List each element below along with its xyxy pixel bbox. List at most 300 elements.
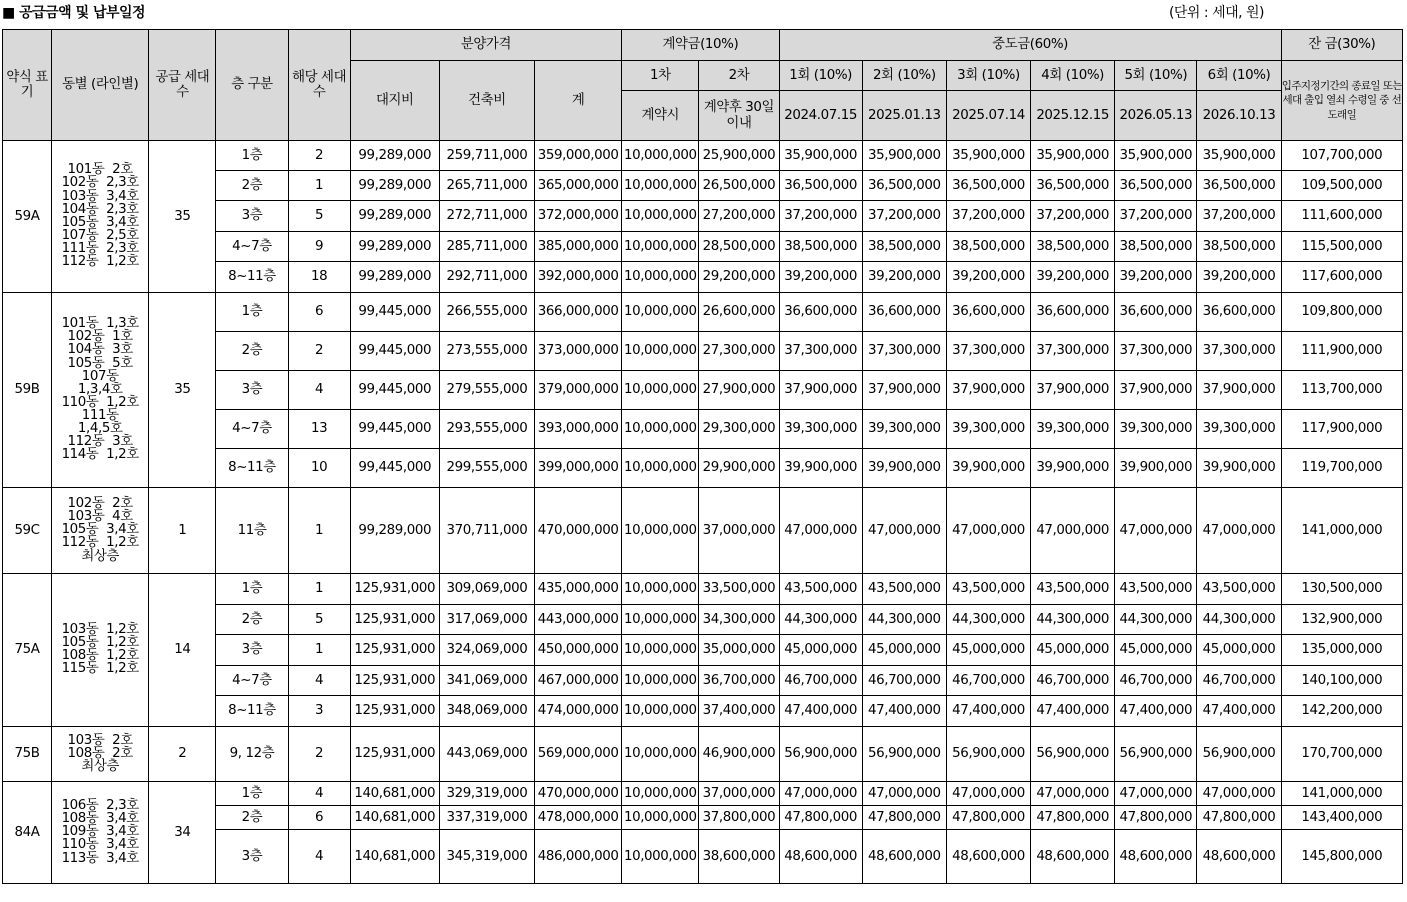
deposit-second: 36,700,000 bbox=[699, 666, 779, 696]
interim-payment-2: 37,300,000 bbox=[862, 332, 946, 371]
interim-payment-4: 45,000,000 bbox=[1031, 635, 1115, 666]
unit-count: 6 bbox=[288, 806, 350, 830]
interim-payment-6: 45,000,000 bbox=[1197, 635, 1281, 666]
floor-range: 2층 bbox=[216, 806, 288, 830]
building-price: 337,319,000 bbox=[439, 806, 534, 830]
building-price: 272,711,000 bbox=[439, 201, 534, 232]
land-price: 99,289,000 bbox=[350, 488, 439, 574]
unit-count: 10 bbox=[288, 449, 350, 488]
unit-count: 9 bbox=[288, 232, 350, 262]
unit-count: 1 bbox=[288, 635, 350, 666]
unit-type-abbr: 59B bbox=[3, 293, 52, 488]
interim-payment-6: 47,000,000 bbox=[1197, 488, 1281, 574]
dong-line-text: 103동 2호 108동 2호 최상층 bbox=[67, 732, 133, 774]
interim-payment-1: 47,400,000 bbox=[779, 696, 862, 727]
interim-payment-1: 37,200,000 bbox=[779, 201, 862, 232]
interim-payment-4: 56,900,000 bbox=[1031, 727, 1115, 782]
deposit-first: 10,000,000 bbox=[622, 410, 699, 449]
land-price: 99,445,000 bbox=[350, 371, 439, 410]
interim-round-3: 3회 (10%) bbox=[946, 61, 1030, 91]
balance-payment: 109,800,000 bbox=[1281, 293, 1402, 332]
supply-count: 1 bbox=[149, 488, 216, 574]
interim-payment-4: 39,300,000 bbox=[1031, 410, 1115, 449]
interim-payment-6: 43,500,000 bbox=[1197, 574, 1281, 605]
interim-payment-1: 56,900,000 bbox=[779, 727, 862, 782]
interim-payment-1: 44,300,000 bbox=[779, 605, 862, 635]
total-price: 359,000,000 bbox=[535, 141, 622, 171]
balance-payment: 142,200,000 bbox=[1281, 696, 1402, 727]
at-contract-header: 계약시 bbox=[622, 91, 699, 141]
col-units-header: 해당 세대수 bbox=[288, 30, 350, 141]
unit-type-abbr: 59C bbox=[3, 488, 52, 574]
interim-payment-3: 36,500,000 bbox=[946, 171, 1030, 201]
total-header: 계 bbox=[535, 61, 622, 141]
floor-range: 2층 bbox=[216, 332, 288, 371]
interim-payment-6: 39,200,000 bbox=[1197, 262, 1281, 293]
interim-payment-5: 39,300,000 bbox=[1115, 410, 1197, 449]
interim-payment-5: 45,000,000 bbox=[1115, 635, 1197, 666]
interim-date-2: 2025.01.13 bbox=[862, 91, 946, 141]
land-price: 99,445,000 bbox=[350, 410, 439, 449]
land-price: 99,445,000 bbox=[350, 332, 439, 371]
total-price: 393,000,000 bbox=[535, 410, 622, 449]
interim-payment-3: 39,300,000 bbox=[946, 410, 1030, 449]
interim-payment-6: 56,900,000 bbox=[1197, 727, 1281, 782]
deposit-second: 37,800,000 bbox=[699, 806, 779, 830]
unit-count: 2 bbox=[288, 727, 350, 782]
interim-payment-2: 39,200,000 bbox=[862, 262, 946, 293]
interim-payment-1: 39,200,000 bbox=[779, 262, 862, 293]
interim-payment-5: 37,300,000 bbox=[1115, 332, 1197, 371]
price-group-header: 분양가격 bbox=[350, 30, 622, 61]
interim-payment-3: 38,500,000 bbox=[946, 232, 1030, 262]
floor-range: 3층 bbox=[216, 830, 288, 884]
interim-payment-1: 36,600,000 bbox=[779, 293, 862, 332]
table-body bbox=[3, 141, 1403, 884]
dong-line-list bbox=[52, 293, 149, 488]
dong-line-list bbox=[52, 782, 149, 884]
interim-payment-3: 47,400,000 bbox=[946, 696, 1030, 727]
total-price: 450,000,000 bbox=[535, 635, 622, 666]
interim-payment-4: 39,900,000 bbox=[1031, 449, 1115, 488]
interim-payment-5: 56,900,000 bbox=[1115, 727, 1197, 782]
deposit-second: 33,500,000 bbox=[699, 574, 779, 605]
interim-payment-1: 47,800,000 bbox=[779, 806, 862, 830]
balance-payment: 170,700,000 bbox=[1281, 727, 1402, 782]
unit-label: (단위 : 세대, 원) bbox=[1168, 5, 1264, 21]
interim-payment-1: 39,300,000 bbox=[779, 410, 862, 449]
interim-payment-4: 38,500,000 bbox=[1031, 232, 1115, 262]
supply-price-table bbox=[2, 29, 1403, 884]
interim-payment-4: 47,000,000 bbox=[1031, 488, 1115, 574]
interim-payment-1: 45,000,000 bbox=[779, 635, 862, 666]
interim-payment-4: 36,500,000 bbox=[1031, 171, 1115, 201]
unit-count: 4 bbox=[288, 782, 350, 806]
floor-range: 9, 12층 bbox=[216, 727, 288, 782]
interim-payment-1: 37,300,000 bbox=[779, 332, 862, 371]
interim-date-5: 2026.05.13 bbox=[1115, 91, 1197, 141]
land-price: 125,931,000 bbox=[350, 605, 439, 635]
balance-payment: 111,900,000 bbox=[1281, 332, 1402, 371]
interim-payment-2: 36,500,000 bbox=[862, 171, 946, 201]
deposit-second-header: 2차 bbox=[699, 61, 779, 91]
balance-payment: 109,500,000 bbox=[1281, 171, 1402, 201]
floor-range: 1층 bbox=[216, 574, 288, 605]
interim-date-4: 2025.12.15 bbox=[1031, 91, 1115, 141]
col-supply-header: 공급 세대수 bbox=[149, 30, 216, 141]
interim-payment-2: 37,200,000 bbox=[862, 201, 946, 232]
interim-payment-1: 46,700,000 bbox=[779, 666, 862, 696]
dong-line-list bbox=[52, 488, 149, 574]
total-price: 399,000,000 bbox=[535, 449, 622, 488]
interim-payment-6: 47,000,000 bbox=[1197, 782, 1281, 806]
interim-payment-4: 48,600,000 bbox=[1031, 830, 1115, 884]
unit-count: 2 bbox=[288, 141, 350, 171]
interim-payment-2: 48,600,000 bbox=[862, 830, 946, 884]
balance-payment: 143,400,000 bbox=[1281, 806, 1402, 830]
deposit-second: 38,600,000 bbox=[699, 830, 779, 884]
interim-payment-3: 37,200,000 bbox=[946, 201, 1030, 232]
deposit-first: 10,000,000 bbox=[622, 171, 699, 201]
dong-line-list bbox=[52, 574, 149, 727]
interim-payment-1: 48,600,000 bbox=[779, 830, 862, 884]
building-price: 265,711,000 bbox=[439, 171, 534, 201]
interim-payment-1: 47,000,000 bbox=[779, 782, 862, 806]
interim-payment-4: 47,000,000 bbox=[1031, 782, 1115, 806]
balance-payment: 141,000,000 bbox=[1281, 488, 1402, 574]
building-price: 317,069,000 bbox=[439, 605, 534, 635]
dong-line-text: 101동 1,3호 102동 1호 104동 3호 105동 5호 107동 1,3,4호 110동 1,2호 111동 1,4,5호 112동 3호 114동 1,2호 bbox=[61, 316, 139, 463]
interim-payment-6: 39,900,000 bbox=[1197, 449, 1281, 488]
interim-group-header: 중도금(60%) bbox=[779, 30, 1281, 61]
deposit-first: 10,000,000 bbox=[622, 488, 699, 574]
interim-payment-5: 48,600,000 bbox=[1115, 830, 1197, 884]
unit-count: 1 bbox=[288, 574, 350, 605]
floor-range: 8~11층 bbox=[216, 696, 288, 727]
interim-payment-4: 39,200,000 bbox=[1031, 262, 1115, 293]
interim-payment-1: 38,500,000 bbox=[779, 232, 862, 262]
interim-payment-4: 35,900,000 bbox=[1031, 141, 1115, 171]
interim-payment-6: 47,800,000 bbox=[1197, 806, 1281, 830]
dong-line-text: 101동 2호 102동 2,3호 103동 3,4호 104동 2,3호 105동 3,4호 107동 2,5호 111동 2,3호 112동 1,2호 bbox=[61, 162, 139, 270]
land-price: 125,931,000 bbox=[350, 727, 439, 782]
floor-range: 11층 bbox=[216, 488, 288, 574]
deposit-second: 26,500,000 bbox=[699, 171, 779, 201]
interim-payment-4: 37,200,000 bbox=[1031, 201, 1115, 232]
deposit-second: 37,000,000 bbox=[699, 488, 779, 574]
unit-count: 6 bbox=[288, 293, 350, 332]
deposit-second: 25,900,000 bbox=[699, 141, 779, 171]
deposit-first: 10,000,000 bbox=[622, 332, 699, 371]
deposit-first: 10,000,000 bbox=[622, 696, 699, 727]
balance-payment: 111,600,000 bbox=[1281, 201, 1402, 232]
deposit-first: 10,000,000 bbox=[622, 605, 699, 635]
deposit-first: 10,000,000 bbox=[622, 371, 699, 410]
interim-payment-1: 36,500,000 bbox=[779, 171, 862, 201]
interim-payment-6: 35,900,000 bbox=[1197, 141, 1281, 171]
interim-payment-2: 43,500,000 bbox=[862, 574, 946, 605]
interim-payment-5: 37,200,000 bbox=[1115, 201, 1197, 232]
interim-payment-2: 39,300,000 bbox=[862, 410, 946, 449]
unit-count: 2 bbox=[288, 332, 350, 371]
interim-payment-6: 36,600,000 bbox=[1197, 293, 1281, 332]
total-price: 470,000,000 bbox=[535, 782, 622, 806]
unit-count: 1 bbox=[288, 171, 350, 201]
balance-payment: 117,600,000 bbox=[1281, 262, 1402, 293]
unit-type-abbr: 75A bbox=[3, 574, 52, 727]
deposit-first: 10,000,000 bbox=[622, 574, 699, 605]
floor-range: 1층 bbox=[216, 141, 288, 171]
deposit-group-header: 계약금(10%) bbox=[622, 30, 779, 61]
supply-count: 2 bbox=[149, 727, 216, 782]
interim-payment-3: 47,000,000 bbox=[946, 488, 1030, 574]
interim-payment-4: 36,600,000 bbox=[1031, 293, 1115, 332]
table-row bbox=[3, 141, 1403, 171]
deposit-first: 10,000,000 bbox=[622, 232, 699, 262]
building-price: 285,711,000 bbox=[439, 232, 534, 262]
building-price: 329,319,000 bbox=[439, 782, 534, 806]
building-price: 273,555,000 bbox=[439, 332, 534, 371]
supply-count: 14 bbox=[149, 574, 216, 727]
interim-payment-2: 44,300,000 bbox=[862, 605, 946, 635]
interim-payment-3: 37,900,000 bbox=[946, 371, 1030, 410]
dong-line-text: 106동 2,3호 108동 3,4호 109동 3,4호 110동 3,4호 113동 3,4호 bbox=[61, 798, 139, 866]
total-price: 435,000,000 bbox=[535, 574, 622, 605]
interim-payment-3: 47,800,000 bbox=[946, 806, 1030, 830]
interim-payment-5: 47,400,000 bbox=[1115, 696, 1197, 727]
table-row bbox=[3, 574, 1403, 605]
unit-type-abbr: 75B bbox=[3, 727, 52, 782]
total-price: 486,000,000 bbox=[535, 830, 622, 884]
unit-count: 18 bbox=[288, 262, 350, 293]
interim-payment-4: 46,700,000 bbox=[1031, 666, 1115, 696]
unit-count: 3 bbox=[288, 696, 350, 727]
page-title: ■ 공급금액 및 납부일정 bbox=[2, 5, 146, 21]
deposit-second: 37,000,000 bbox=[699, 782, 779, 806]
interim-payment-3: 37,300,000 bbox=[946, 332, 1030, 371]
interim-payment-3: 43,500,000 bbox=[946, 574, 1030, 605]
supply-count: 34 bbox=[149, 782, 216, 884]
deposit-first: 10,000,000 bbox=[622, 201, 699, 232]
total-price: 478,000,000 bbox=[535, 806, 622, 830]
balance-payment: 117,900,000 bbox=[1281, 410, 1402, 449]
interim-payment-2: 37,900,000 bbox=[862, 371, 946, 410]
balance-payment: 135,000,000 bbox=[1281, 635, 1402, 666]
interim-payment-2: 47,000,000 bbox=[862, 782, 946, 806]
unit-count: 1 bbox=[288, 488, 350, 574]
interim-payment-1: 39,900,000 bbox=[779, 449, 862, 488]
deposit-first: 10,000,000 bbox=[622, 293, 699, 332]
interim-payment-4: 44,300,000 bbox=[1031, 605, 1115, 635]
interim-round-6: 6회 (10%) bbox=[1197, 61, 1281, 91]
deposit-first: 10,000,000 bbox=[622, 666, 699, 696]
balance-payment: 107,700,000 bbox=[1281, 141, 1402, 171]
interim-date-1: 2024.07.15 bbox=[779, 91, 862, 141]
interim-payment-2: 56,900,000 bbox=[862, 727, 946, 782]
interim-payment-4: 47,400,000 bbox=[1031, 696, 1115, 727]
floor-range: 3층 bbox=[216, 201, 288, 232]
interim-payment-3: 39,900,000 bbox=[946, 449, 1030, 488]
supply-count: 35 bbox=[149, 293, 216, 488]
balance-payment: 130,500,000 bbox=[1281, 574, 1402, 605]
unit-count: 4 bbox=[288, 371, 350, 410]
interim-payment-2: 35,900,000 bbox=[862, 141, 946, 171]
building-price: 266,555,000 bbox=[439, 293, 534, 332]
deposit-first: 10,000,000 bbox=[622, 449, 699, 488]
deposit-second: 27,300,000 bbox=[699, 332, 779, 371]
land-price: 140,681,000 bbox=[350, 806, 439, 830]
interim-payment-2: 47,800,000 bbox=[862, 806, 946, 830]
interim-payment-5: 35,900,000 bbox=[1115, 141, 1197, 171]
title-row bbox=[0, 0, 1407, 26]
balance-payment: 141,000,000 bbox=[1281, 782, 1402, 806]
supply-count: 35 bbox=[149, 141, 216, 293]
building-header: 건축비 bbox=[439, 61, 534, 141]
interim-payment-4: 37,300,000 bbox=[1031, 332, 1115, 371]
deposit-second: 35,000,000 bbox=[699, 635, 779, 666]
dong-line-text: 102동 2호 103동 4호 105동 3,4호 112동 1,2호 최상층 bbox=[61, 496, 139, 564]
interim-payment-1: 37,900,000 bbox=[779, 371, 862, 410]
land-price: 99,289,000 bbox=[350, 232, 439, 262]
land-price: 99,289,000 bbox=[350, 171, 439, 201]
interim-payment-3: 36,600,000 bbox=[946, 293, 1030, 332]
deposit-second: 27,200,000 bbox=[699, 201, 779, 232]
floor-range: 1층 bbox=[216, 782, 288, 806]
interim-payment-6: 48,600,000 bbox=[1197, 830, 1281, 884]
interim-payment-6: 36,500,000 bbox=[1197, 171, 1281, 201]
land-price: 140,681,000 bbox=[350, 830, 439, 884]
building-price: 370,711,000 bbox=[439, 488, 534, 574]
land-price: 125,931,000 bbox=[350, 696, 439, 727]
table-row bbox=[3, 782, 1403, 806]
total-price: 372,000,000 bbox=[535, 201, 622, 232]
interim-payment-5: 36,500,000 bbox=[1115, 171, 1197, 201]
total-price: 366,000,000 bbox=[535, 293, 622, 332]
building-price: 324,069,000 bbox=[439, 635, 534, 666]
balance-payment: 115,500,000 bbox=[1281, 232, 1402, 262]
interim-payment-5: 39,900,000 bbox=[1115, 449, 1197, 488]
interim-payment-5: 47,000,000 bbox=[1115, 782, 1197, 806]
interim-payment-6: 39,300,000 bbox=[1197, 410, 1281, 449]
interim-payment-3: 56,900,000 bbox=[946, 727, 1030, 782]
deposit-second: 28,500,000 bbox=[699, 232, 779, 262]
land-header: 대지비 bbox=[350, 61, 439, 141]
deposit-first: 10,000,000 bbox=[622, 830, 699, 884]
deposit-first: 10,000,000 bbox=[622, 262, 699, 293]
balance-payment: 113,700,000 bbox=[1281, 371, 1402, 410]
unit-type-abbr: 59A bbox=[3, 141, 52, 293]
interim-payment-2: 39,900,000 bbox=[862, 449, 946, 488]
balance-note: 입주지정기간의 종료일 또는 세대 출입 열쇠 수령일 중 선도래일 bbox=[1281, 61, 1402, 141]
floor-range: 4~7층 bbox=[216, 232, 288, 262]
interim-payment-6: 46,700,000 bbox=[1197, 666, 1281, 696]
land-price: 99,445,000 bbox=[350, 293, 439, 332]
total-price: 470,000,000 bbox=[535, 488, 622, 574]
deposit-first: 10,000,000 bbox=[622, 806, 699, 830]
interim-payment-5: 47,800,000 bbox=[1115, 806, 1197, 830]
balance-payment: 132,900,000 bbox=[1281, 605, 1402, 635]
interim-payment-2: 47,400,000 bbox=[862, 696, 946, 727]
interim-payment-5: 44,300,000 bbox=[1115, 605, 1197, 635]
balance-payment: 140,100,000 bbox=[1281, 666, 1402, 696]
floor-range: 2층 bbox=[216, 605, 288, 635]
interim-payment-6: 44,300,000 bbox=[1197, 605, 1281, 635]
after-contract-header: 계약후 30일 이내 bbox=[699, 91, 779, 141]
floor-range: 8~11층 bbox=[216, 262, 288, 293]
deposit-second: 34,300,000 bbox=[699, 605, 779, 635]
building-price: 341,069,000 bbox=[439, 666, 534, 696]
floor-range: 8~11층 bbox=[216, 449, 288, 488]
interim-payment-4: 43,500,000 bbox=[1031, 574, 1115, 605]
interim-payment-2: 47,000,000 bbox=[862, 488, 946, 574]
building-price: 345,319,000 bbox=[439, 830, 534, 884]
interim-payment-3: 46,700,000 bbox=[946, 666, 1030, 696]
balance-payment: 119,700,000 bbox=[1281, 449, 1402, 488]
building-price: 348,069,000 bbox=[439, 696, 534, 727]
deposit-first-header: 1차 bbox=[622, 61, 699, 91]
interim-payment-1: 35,900,000 bbox=[779, 141, 862, 171]
floor-range: 3층 bbox=[216, 635, 288, 666]
land-price: 99,289,000 bbox=[350, 201, 439, 232]
land-price: 99,289,000 bbox=[350, 141, 439, 171]
deposit-first: 10,000,000 bbox=[622, 141, 699, 171]
total-price: 443,000,000 bbox=[535, 605, 622, 635]
total-price: 474,000,000 bbox=[535, 696, 622, 727]
balance-payment: 145,800,000 bbox=[1281, 830, 1402, 884]
interim-round-4: 4회 (10%) bbox=[1031, 61, 1115, 91]
building-price: 279,555,000 bbox=[439, 371, 534, 410]
unit-type-abbr: 84A bbox=[3, 782, 52, 884]
deposit-second: 29,200,000 bbox=[699, 262, 779, 293]
total-price: 569,000,000 bbox=[535, 727, 622, 782]
interim-date-3: 2025.07.14 bbox=[946, 91, 1030, 141]
unit-count: 5 bbox=[288, 605, 350, 635]
col-floor-header: 층 구분 bbox=[216, 30, 288, 141]
interim-payment-2: 45,000,000 bbox=[862, 635, 946, 666]
interim-date-6: 2026.10.13 bbox=[1197, 91, 1281, 141]
table-row bbox=[3, 293, 1403, 332]
floor-range: 2층 bbox=[216, 171, 288, 201]
interim-payment-3: 47,000,000 bbox=[946, 782, 1030, 806]
total-price: 392,000,000 bbox=[535, 262, 622, 293]
interim-payment-6: 37,300,000 bbox=[1197, 332, 1281, 371]
building-price: 309,069,000 bbox=[439, 574, 534, 605]
building-price: 293,555,000 bbox=[439, 410, 534, 449]
interim-payment-3: 48,600,000 bbox=[946, 830, 1030, 884]
interim-payment-4: 37,900,000 bbox=[1031, 371, 1115, 410]
interim-payment-5: 43,500,000 bbox=[1115, 574, 1197, 605]
interim-payment-5: 38,500,000 bbox=[1115, 232, 1197, 262]
interim-payment-5: 47,000,000 bbox=[1115, 488, 1197, 574]
table-row bbox=[3, 727, 1403, 782]
deposit-second: 29,300,000 bbox=[699, 410, 779, 449]
interim-payment-1: 43,500,000 bbox=[779, 574, 862, 605]
building-price: 292,711,000 bbox=[439, 262, 534, 293]
balance-header: 잔 금(30%) bbox=[1281, 30, 1402, 61]
interim-payment-6: 37,900,000 bbox=[1197, 371, 1281, 410]
total-price: 379,000,000 bbox=[535, 371, 622, 410]
unit-count: 5 bbox=[288, 201, 350, 232]
total-price: 365,000,000 bbox=[535, 171, 622, 201]
unit-count: 4 bbox=[288, 830, 350, 884]
unit-count: 4 bbox=[288, 666, 350, 696]
interim-round-5: 5회 (10%) bbox=[1115, 61, 1197, 91]
col-dong-header: 동별 (라인별) bbox=[52, 30, 149, 141]
interim-round-1: 1회 (10%) bbox=[779, 61, 862, 91]
interim-payment-3: 39,200,000 bbox=[946, 262, 1030, 293]
floor-range: 1층 bbox=[216, 293, 288, 332]
total-price: 373,000,000 bbox=[535, 332, 622, 371]
